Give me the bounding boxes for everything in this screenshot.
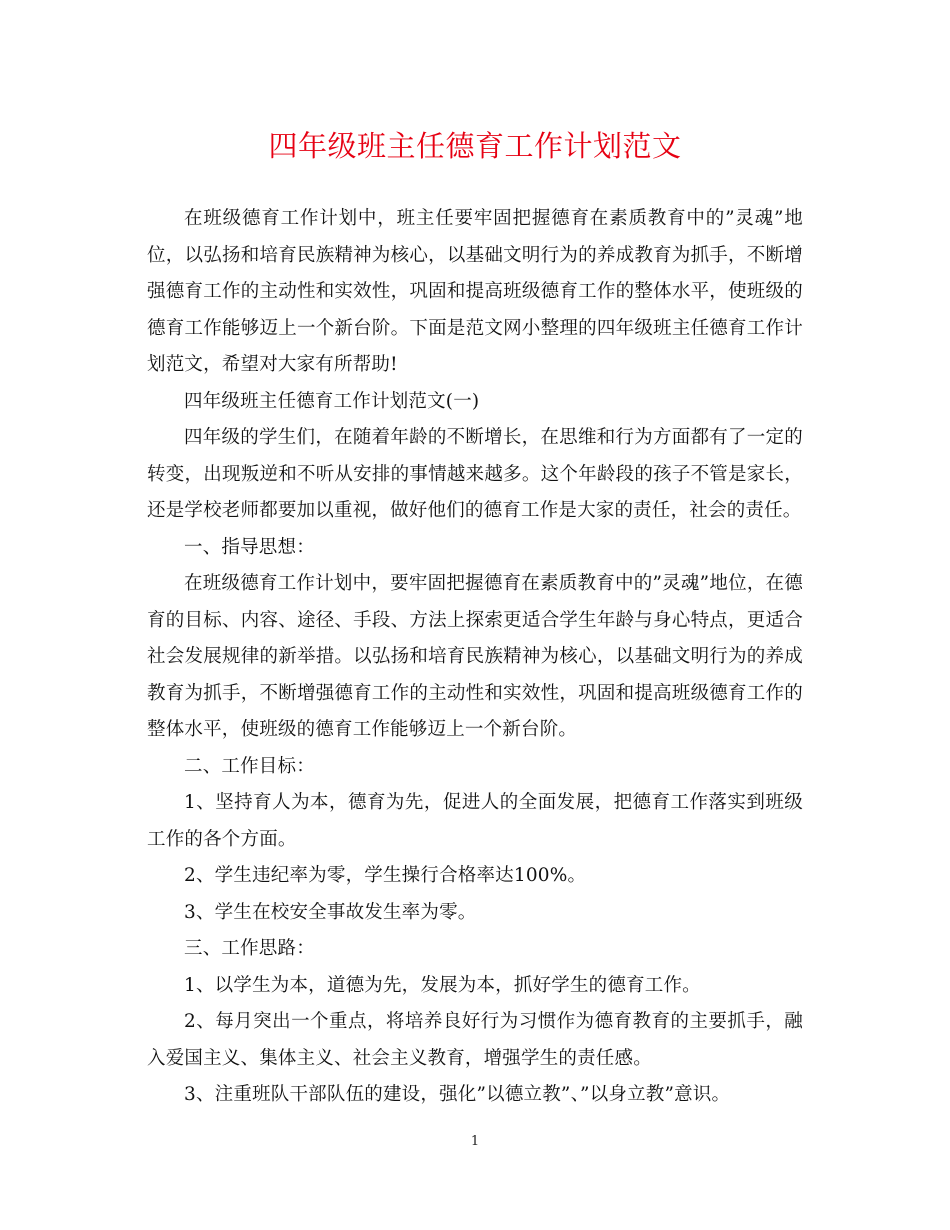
list-item-goal-1: 1、坚持育人为本，德育为先，促进人的全面发展，把德育工作落实到班级工作的各个方面。 bbox=[147, 792, 803, 850]
list-item-goal-3: 3、学生在校安全事故发生率为零。 bbox=[184, 901, 477, 923]
paragraph-intro: 在班级德育工作计划中，班主任要牢固把握德育在素质教育中的”灵魂”地位，以弘扬和培育民族精神为核心，以基础文明行为的养成教育为抓手，不断增强德育工作的主动性和实效性，巩固和提高班级德育工作的整体水平，使班级的德育工作能够迈上一个新台阶。下面是范文网小整理的四年级班主任德育工作计划范文，希望对大家有所帮助! bbox=[147, 208, 803, 375]
paragraph-guiding-ideology: 在班级德育工作计划中，要牢固把握德育在素质教育中的”灵魂”地位，在德育的目标、内容、途径、手段、方法上探索更适合学生年龄与身心特点，更适合社会发展规律的新举措。以弘扬和培育民族精神为核心，以基础文明行为的养成教育为抓手，不断增强德育工作的主动性和实效性，巩固和提高班级德育工作的整体水平，使班级的德育工作能够迈上一个新台阶。 bbox=[147, 573, 803, 740]
page-number: 1 bbox=[470, 1134, 480, 1149]
heading-work-approach: 三、工作思路： bbox=[184, 938, 315, 959]
list-item-goal-2: 2、学生违纪率为零，学生操行合格率达100%。 bbox=[184, 865, 587, 886]
list-item-approach-3: 3、注重班队干部队伍的建设，强化”以德立教”、”以身立教”意识。 bbox=[184, 1084, 731, 1105]
paragraph-background: 四年级的学生们，在随着年龄的不断增长，在思维和行为方面都有了一定的转变，出现叛逆和不听从安排的事情越来越多。这个年龄段的孩子不管是家长，还是学校老师都要加以重视，做好他们的德育工作是大家的责任，社会的责任。 bbox=[147, 427, 803, 521]
document-title: 四年级班主任德育工作计划范文 bbox=[268, 129, 682, 163]
list-item-approach-1: 1、以学生为本，道德为先，发展为本，抓好学生的德育工作。 bbox=[184, 974, 701, 996]
paragraph-subtitle: 四年级班主任德育工作计划范文(一) bbox=[184, 390, 480, 412]
heading-work-goals: 二、工作目标： bbox=[184, 755, 315, 777]
heading-guiding-ideology: 一、指导思想： bbox=[184, 536, 315, 558]
document-body bbox=[147, 201, 803, 1114]
list-item-approach-2: 2、每月突出一个重点，将培养良好行为习惯作为德育教育的主要抓手，融入爱国主义、集体主义、社会主义教育，增强学生的责任感。 bbox=[147, 1011, 803, 1069]
